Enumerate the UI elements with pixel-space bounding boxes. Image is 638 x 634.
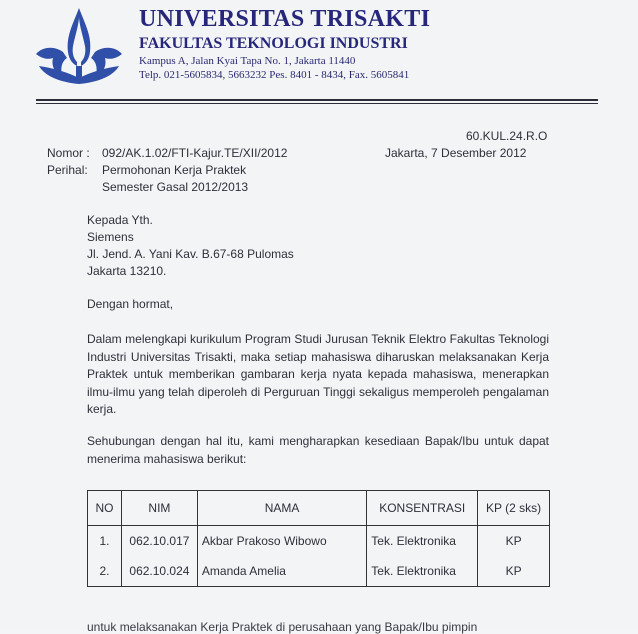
table-cell: Tek. Elektronika: [367, 526, 478, 557]
perihal-line-2: Semester Gasal 2012/2013: [102, 180, 249, 194]
table-header-row: [88, 491, 550, 526]
paragraph-2: Sehubungan dengan hal itu, kami mengharapkan kesediaan Bapak/Ibu untuk dapat menerima mahasiswa berikut:: [87, 434, 549, 466]
table-cell: 062.10.017: [121, 526, 197, 557]
table-cell: Tek. Elektronika: [367, 556, 478, 587]
table-cell: Akbar Prakoso Wibowo: [197, 526, 366, 557]
nomor-label: Nomor :: [47, 146, 90, 160]
table-cell: KP: [478, 526, 550, 557]
table-cell: KP: [478, 556, 550, 587]
perihal-line-1: Permohonan Kerja Praktek: [102, 163, 247, 177]
paragraph-1: Dalam melengkapi kurikulum Program Studi Jurusan Teknik Elektro Fakultas Teknologi Industri Universitas Trisakti, maka setiap mahasiswa diharuskan melaksanakan Kerja Praktek untuk memberikan gambaran kerja nyata kepada mahasiswa, menerapkan ilmu-ilmu yang telah diperoleh di Perguruan Tinggi sekaligus memperoleh pengalaman kerja.: [87, 332, 549, 416]
header-rule-thin: [36, 103, 598, 104]
table-cell: 1.: [88, 526, 122, 557]
table-header: KONSENTRASI: [367, 491, 478, 526]
place-date: Jakarta, 7 Desember 2012: [385, 146, 527, 160]
salutation: Dengan hormat,: [87, 297, 174, 311]
recipient-line-4: Jakarta 13210.: [87, 264, 167, 278]
table-header: KP (2 sks): [478, 491, 550, 526]
address-line: Kampus A, Jalan Kyai Tapa No. 1, Jakarta 11440: [139, 55, 356, 67]
table-header: NAMA: [197, 491, 366, 526]
header-rule: [36, 99, 598, 101]
perihal-label: Perihal:: [47, 163, 88, 177]
university-logo-icon: [33, 6, 125, 86]
form-code: 60.KUL.24.R.O: [466, 129, 548, 143]
nomor-value: 092/AK.1.02/FTI-Kajur.TE/XII/2012: [102, 146, 288, 160]
phone-fax-line: Telp. 021-5605834, 5663232 Pes. 8401 - 8434, Fax. 5605841: [139, 69, 410, 81]
table-cell: 2.: [88, 556, 122, 587]
table-cell: Amanda Amelia: [197, 556, 366, 587]
university-name: UNIVERSITAS TRISAKTI: [139, 6, 431, 32]
table-header: NO: [88, 491, 122, 526]
table-row: [88, 556, 550, 587]
table-header: NIM: [121, 491, 197, 526]
table-row: [88, 526, 550, 557]
closing-line-partial: untuk melaksanakan Kerja Praktek di perusahaan yang Bapak/Ibu pimpin: [87, 620, 478, 634]
faculty-name: FAKULTAS TEKNOLOGI INDUSTRI: [139, 35, 408, 52]
table-cell: 062.10.024: [121, 556, 197, 587]
recipient-line-3: Jl. Jend. A. Yani Kav. B.67-68 Pulomas: [87, 247, 294, 261]
recipient-line-2: Siemens: [87, 230, 134, 244]
recipient-line-1: Kepada Yth.: [87, 213, 153, 227]
student-table: [87, 490, 550, 587]
